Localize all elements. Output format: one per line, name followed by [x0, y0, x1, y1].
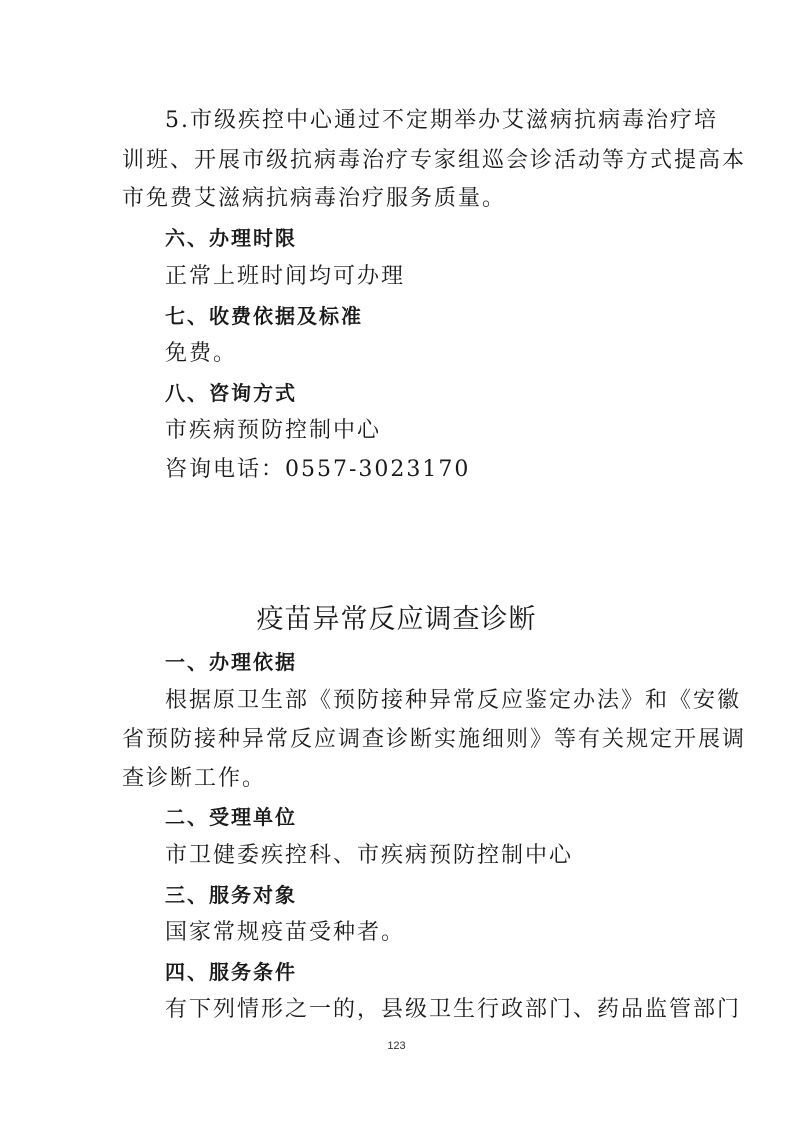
item5-line-1: 5.市级疾控中心通过不定期举办艾滋病抗病毒治疗培 — [165, 108, 718, 133]
heading-fee-basis: 七、收费依据及标准 — [165, 304, 363, 328]
heading-accepting-unit: 二、受理单位 — [165, 805, 297, 829]
processing-time-text: 正常上班时间均可办理 — [165, 264, 406, 289]
consultation-phone: 咨询电话：0557-3023170 — [165, 457, 471, 482]
item5-line-3: 市免费艾滋病抗病毒治疗服务质量。 — [122, 186, 507, 211]
basis-line-2: 省预防接种异常反应调查诊断实施细则》等有关规定开展调 — [122, 727, 747, 752]
heading-service-target: 三、服务对象 — [165, 883, 297, 907]
basis-line-1: 根据原卫生部《预防接种异常反应鉴定办法》和《安徽 — [165, 688, 742, 713]
accepting-unit-text: 市卫健委疾控科、市疾病预防控制中心 — [165, 843, 574, 868]
heading-basis: 一、办理依据 — [165, 650, 297, 674]
basis-line-3: 查诊断工作。 — [122, 766, 267, 791]
heading-consultation: 八、咨询方式 — [165, 381, 297, 405]
service-conditions-text: 有下列情形之一的，县级卫生行政部门、药品监管部门 — [165, 997, 742, 1022]
service-target-text: 国家常规疫苗受种者。 — [165, 920, 406, 945]
fee-text: 免费。 — [165, 341, 238, 366]
heading-service-conditions: 四、服务条件 — [165, 960, 297, 984]
page-number: 123 — [387, 1040, 406, 1052]
heading-processing-time: 六、办理时限 — [165, 226, 297, 250]
section-title: 疫苗异常反应调查诊断 — [256, 604, 537, 635]
item5-line-2: 训班、开展市级抗病毒治疗专家组巡会诊活动等方式提高本 — [122, 148, 747, 173]
consultation-org: 市疾病预防控制中心 — [165, 418, 382, 443]
